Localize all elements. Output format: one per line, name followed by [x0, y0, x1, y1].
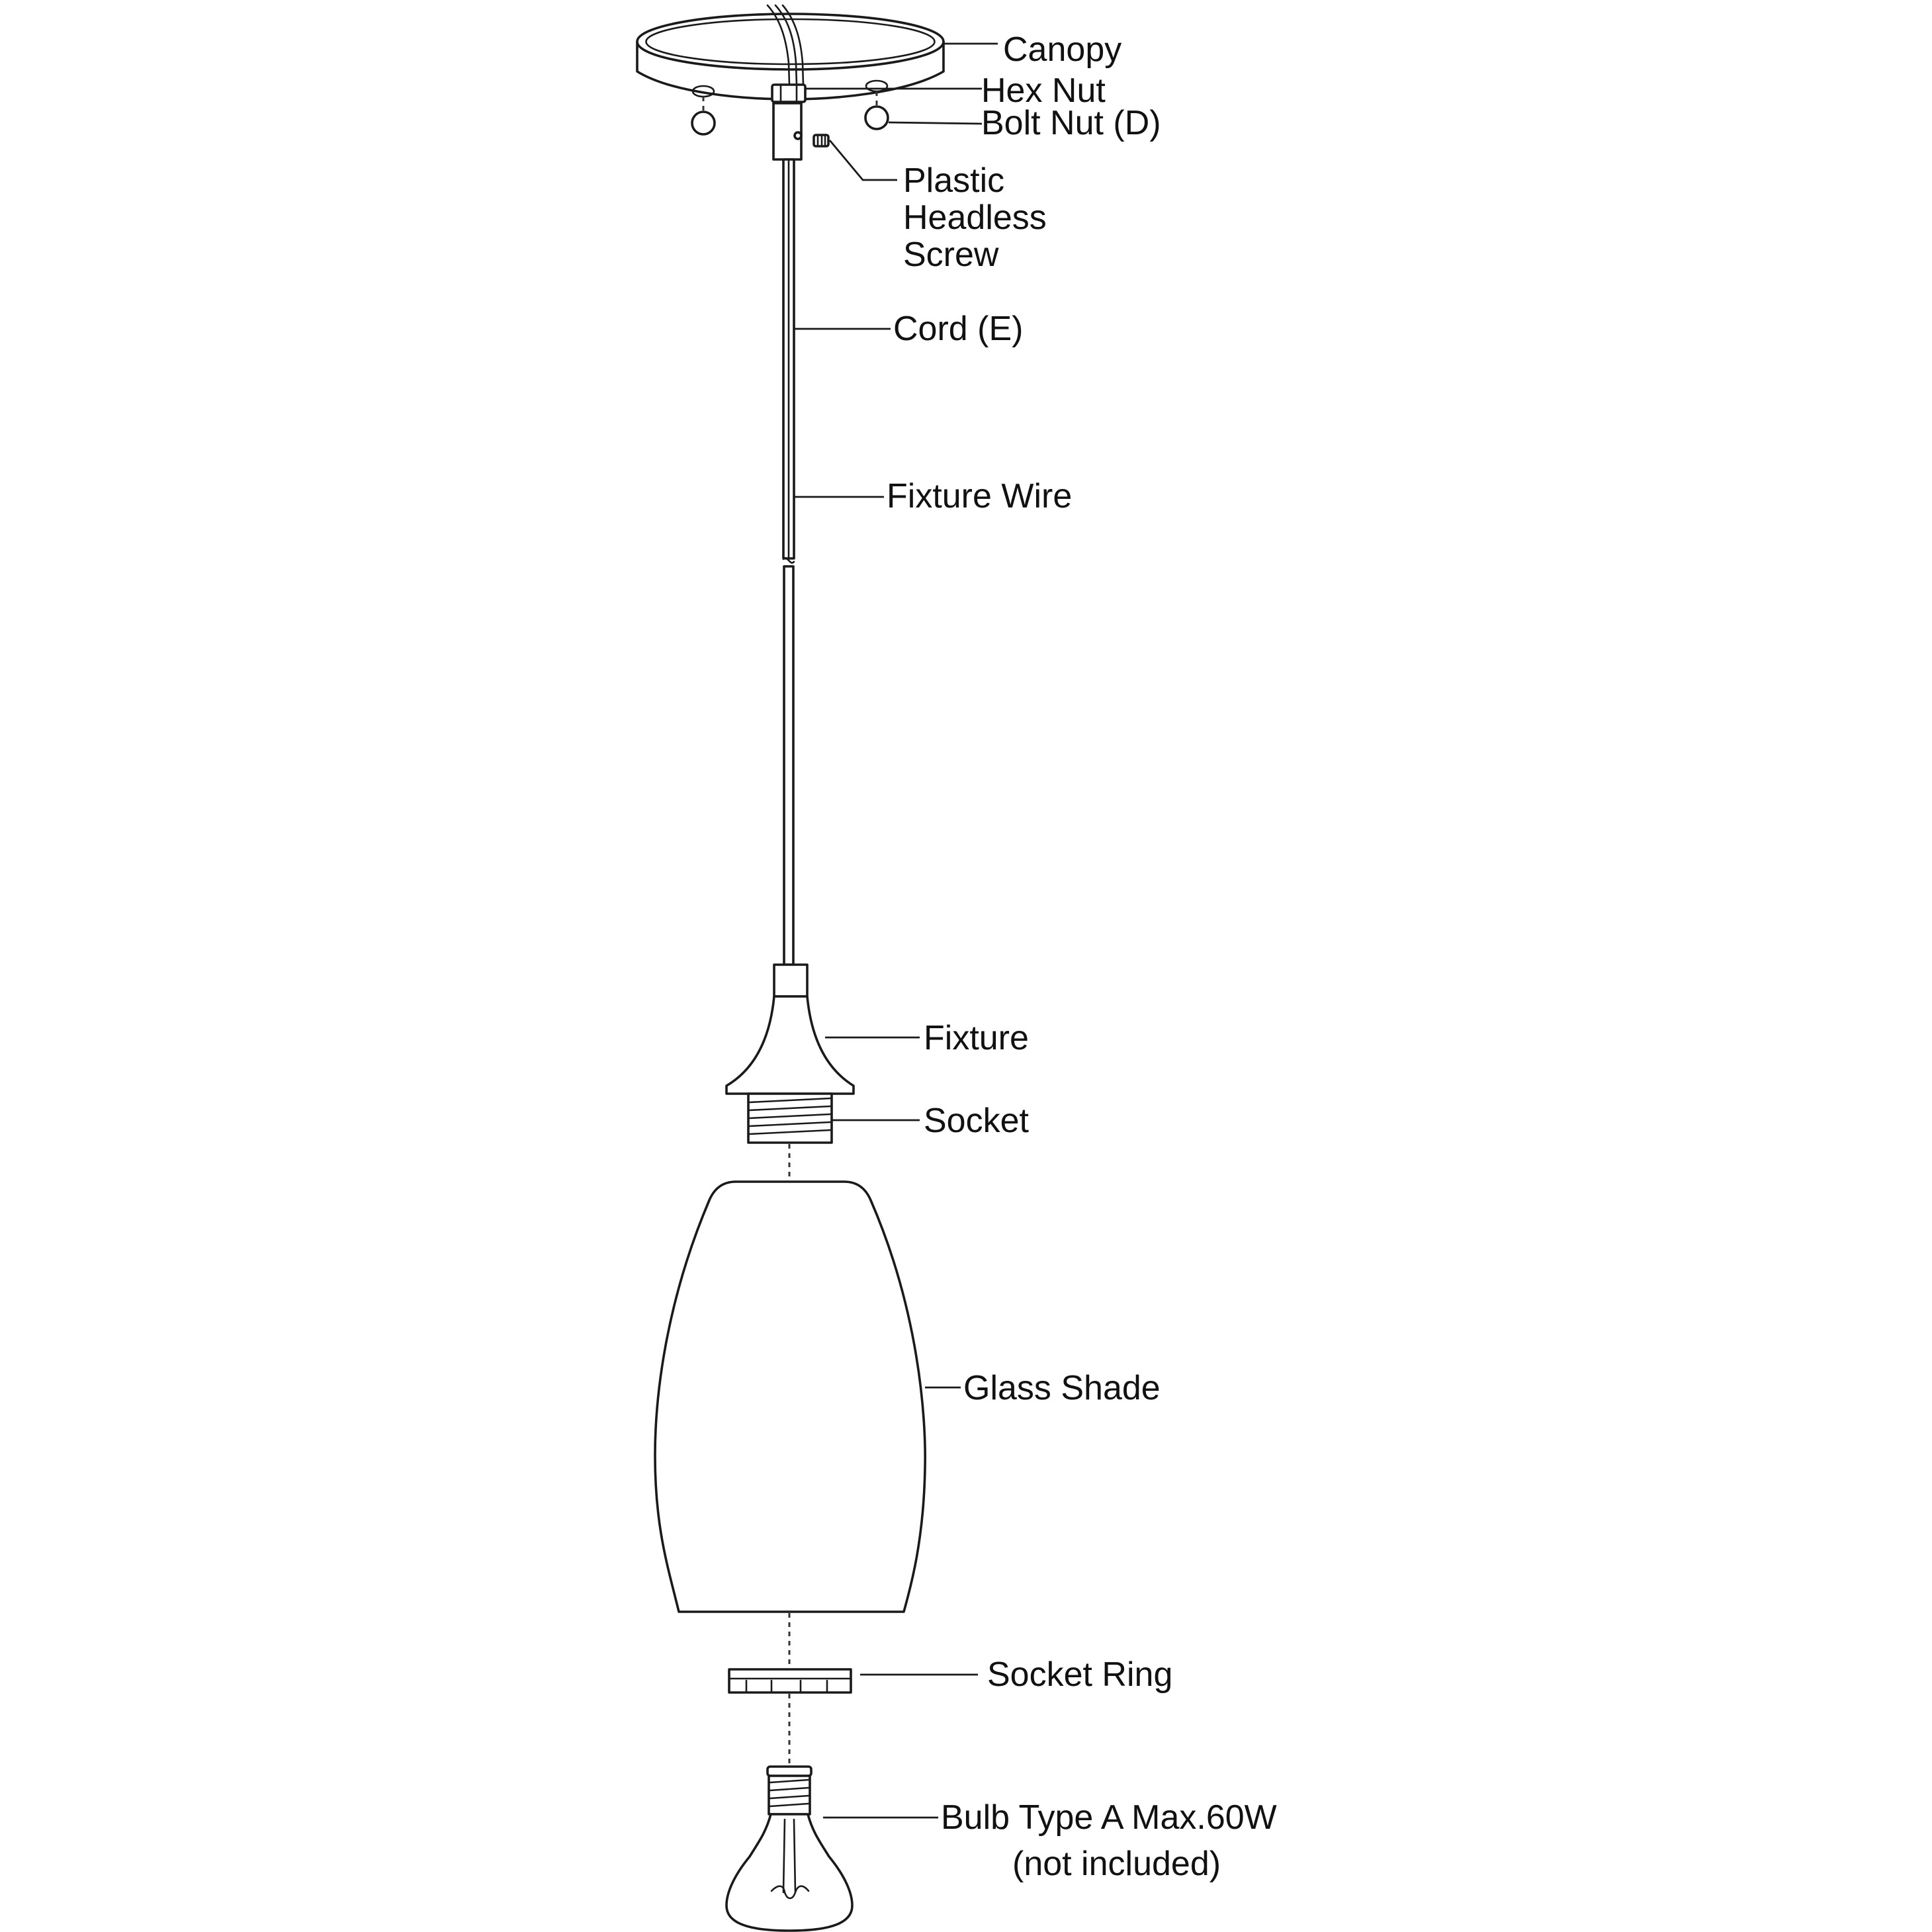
- label-plastic-headless-screw-line2: Headless: [903, 198, 1047, 237]
- label-plastic-headless-screw-line1: Plastic: [903, 161, 1005, 200]
- fixture: [726, 965, 854, 1094]
- label-bulb-line1: Bulb Type A Max.60W: [941, 1798, 1277, 1837]
- socket-ring: [729, 1669, 851, 1692]
- label-canopy: Canopy: [1003, 30, 1122, 69]
- bulb: [726, 1767, 852, 1931]
- label-hex-nut: Hex Nut: [981, 71, 1106, 110]
- label-fixture: Fixture: [924, 1019, 1029, 1057]
- bolt-nut-left: [692, 97, 715, 134]
- cord: [783, 159, 794, 965]
- plastic-headless-screw: [814, 135, 828, 146]
- label-bolt-nut: Bolt Nut (D): [981, 104, 1161, 142]
- label-socket-ring: Socket Ring: [987, 1655, 1173, 1694]
- cord-grip: [773, 103, 801, 159]
- glass-shade: [655, 1182, 925, 1612]
- label-fixture-wire: Fixture Wire: [887, 477, 1073, 515]
- socket: [748, 1094, 832, 1143]
- label-plastic-headless-screw-line3: Screw: [903, 236, 999, 274]
- hex-nut: [772, 85, 805, 102]
- bolt-nut-right: [865, 91, 888, 129]
- label-bulb-line2: (not included): [1012, 1845, 1221, 1883]
- label-glass-shade: Glass Shade: [963, 1369, 1161, 1407]
- label-cord: Cord (E): [893, 310, 1024, 348]
- label-socket: Socket: [924, 1102, 1029, 1140]
